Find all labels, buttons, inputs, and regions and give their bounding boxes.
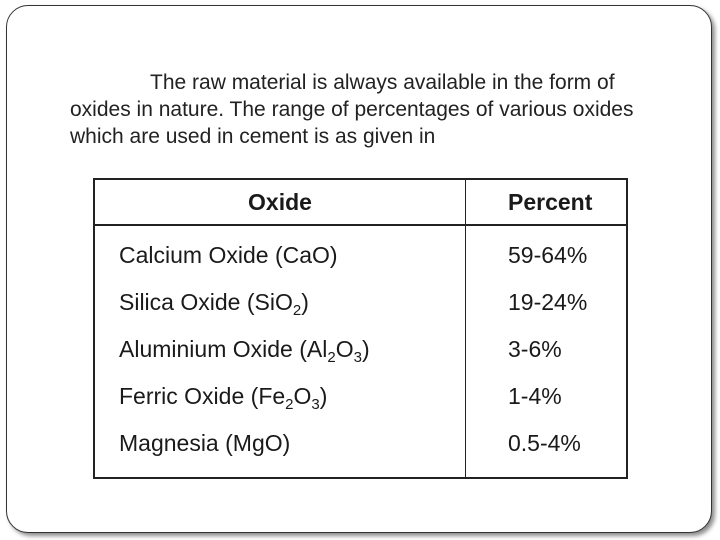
intro-line-1: The raw material is always available in the form of bbox=[150, 71, 615, 94]
oxide-name-cell: Calcium Oxide (CaO) bbox=[94, 225, 466, 279]
table-row bbox=[94, 326, 627, 373]
percent-cell: 59-64% bbox=[508, 242, 588, 268]
table-header-row bbox=[94, 179, 627, 225]
table-row bbox=[94, 279, 627, 326]
percent-cell: 19-24% bbox=[508, 289, 588, 315]
table-body bbox=[94, 225, 627, 478]
oxide-table bbox=[93, 178, 628, 479]
oxide-name-cell: Ferric Oxide $(Fe_2O_3)$ bbox=[94, 373, 466, 420]
intro-paragraph bbox=[70, 69, 690, 150]
intro-line-2: oxides in nature. The range of percentages of various oxides bbox=[70, 98, 634, 121]
table-row bbox=[94, 225, 627, 279]
percent-cell: 3-6% bbox=[508, 336, 562, 362]
oxide-name-cell: Silica Oxide (SiO$_2$) bbox=[94, 279, 466, 326]
percent-cell: 1-4% bbox=[508, 383, 562, 409]
percent-cell: 0.5-4% bbox=[508, 430, 581, 456]
oxide-name-cell: Aluminium Oxide $(Al_2O_3)$ bbox=[94, 326, 466, 373]
header-oxide: Oxide bbox=[94, 179, 466, 225]
oxide-name-cell: Magnesia (MgO) bbox=[94, 420, 466, 478]
table-row bbox=[94, 373, 627, 420]
header-percent: Percent bbox=[466, 179, 628, 225]
intro-line-3: which are used in cement is as given in bbox=[70, 125, 436, 148]
table-row bbox=[94, 420, 627, 478]
